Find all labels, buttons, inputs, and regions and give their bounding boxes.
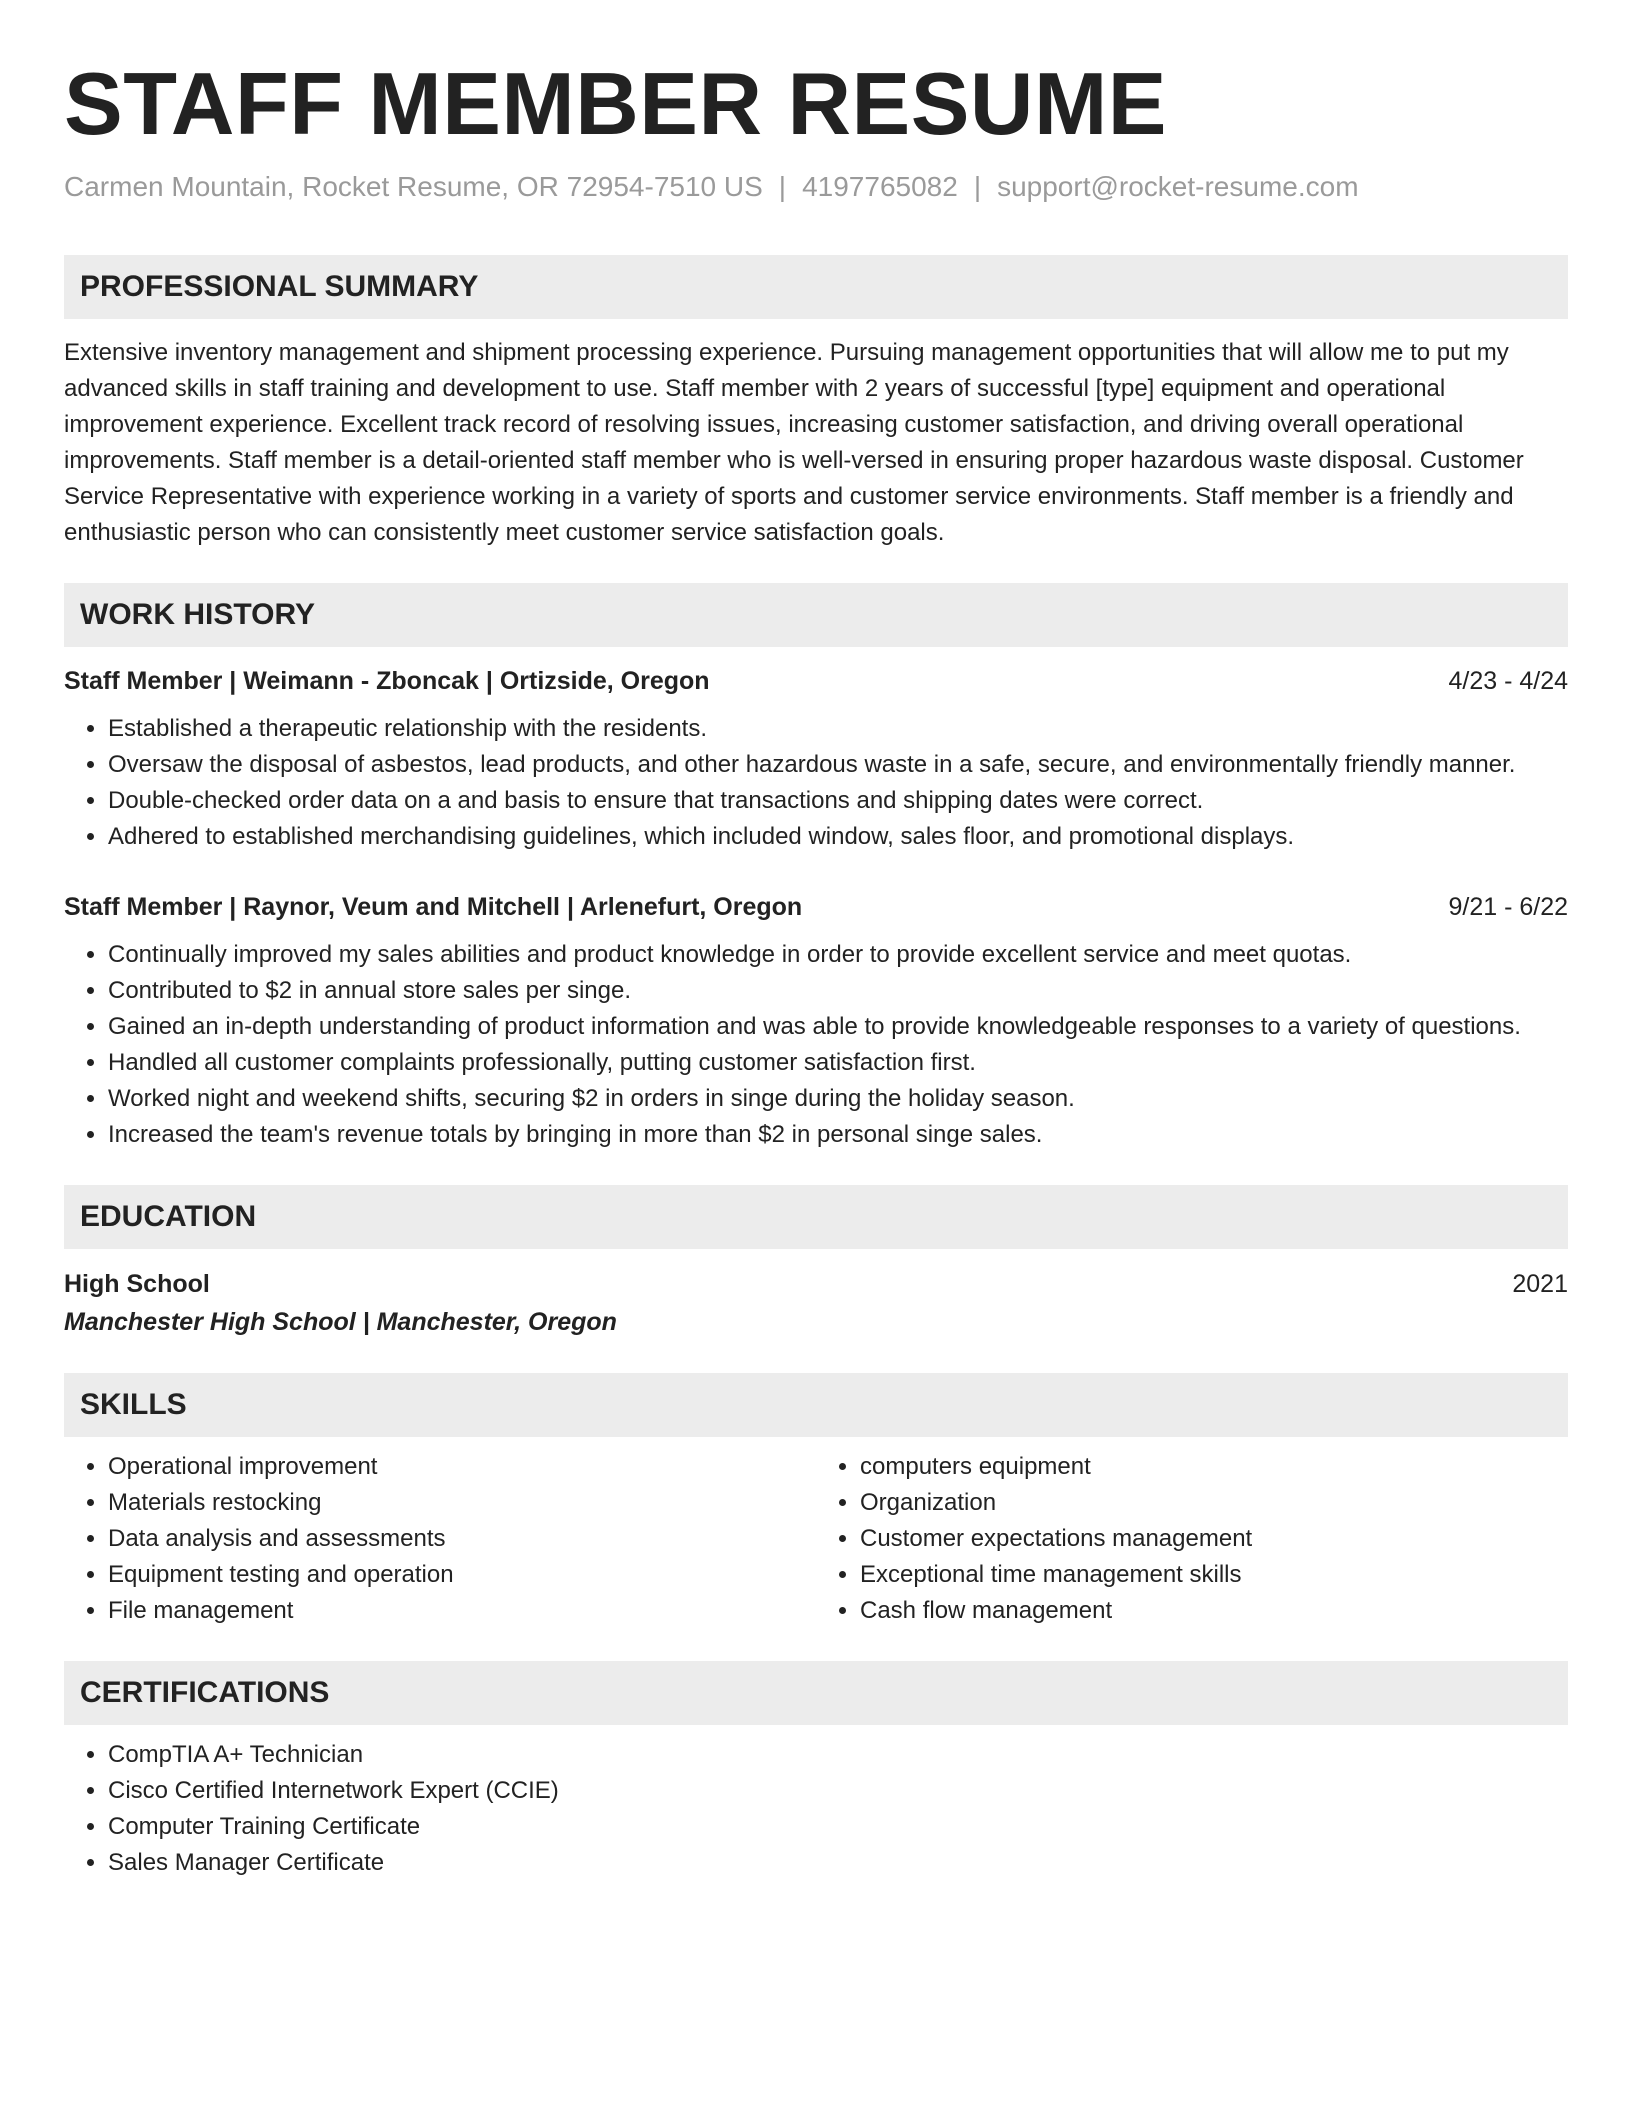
section-header-skills: SKILLS bbox=[64, 1373, 1568, 1437]
certification-item: • CompTIA A+ Technician bbox=[108, 1737, 1568, 1773]
section-header-education: EDUCATION bbox=[64, 1185, 1568, 1249]
skill-item: • File management bbox=[108, 1593, 816, 1629]
skill-item: • Organization bbox=[860, 1485, 1568, 1521]
summary-text: Extensive inventory management and shipment processing experience. Pursuing management opportunities that will allow me to put my advanced skills in staff training and development to use. Staff member with 2 years of successful [type] equipment and operational improvement experience. Excellent track record of resolving issues, increasing customer satisfaction, and driving overall operational improvements. Staff member is a detail-oriented staff member who is well-versed in ensuring proper hazardous waste disposal. Customer Service Representative with experience working in a variety of sports and customer service environments. Staff member is a friendly and enthusiastic person who can consistently meet customer service satisfaction goals. bbox=[64, 339, 1524, 547]
contact-email: support@rocket-resume.com bbox=[997, 170, 1359, 202]
contact-separator: | bbox=[973, 170, 982, 202]
job-bullet: • Handled all customer complaints professionally, putting customer satisfaction first. bbox=[108, 1045, 1568, 1081]
job-header bbox=[64, 663, 1568, 699]
resume-title: STAFF MEMBER RESUME bbox=[64, 54, 1167, 153]
certifications-list bbox=[64, 1737, 1568, 1881]
education-entry bbox=[64, 1265, 1568, 1341]
skill-item: • Equipment testing and operation bbox=[108, 1557, 816, 1593]
education-school: Manchester High School | Manchester, Oregon bbox=[64, 1308, 617, 1337]
job-bullet: • Contributed to $2 in annual store sales per singe. bbox=[108, 973, 1568, 1009]
job-entry bbox=[64, 889, 1568, 1153]
job-bullet: • Oversaw the disposal of asbestos, lead products, and other hazardous waste in a safe, secure, and environmentally friendly manner. bbox=[108, 747, 1568, 783]
skills-columns bbox=[64, 1449, 1568, 1629]
contact-line bbox=[64, 169, 1568, 205]
education-header bbox=[64, 1265, 1568, 1303]
certification-item: • Computer Training Certificate bbox=[108, 1809, 1568, 1845]
education-year: 2021 bbox=[1512, 1270, 1568, 1299]
skill-item: • Cash flow management bbox=[860, 1593, 1568, 1629]
skill-item: • Data analysis and assessments bbox=[108, 1521, 816, 1557]
job-bullet: • Adhered to established merchandising guidelines, which included window, sales floor, and promotional displays. bbox=[108, 819, 1568, 855]
job-bullet: • Double-checked order data on a and basis to ensure that transactions and shipping dates were correct. bbox=[108, 783, 1568, 819]
job-dates: 9/21 - 6/22 bbox=[1448, 893, 1568, 922]
job-entry bbox=[64, 663, 1568, 855]
job-bullet: • Established a therapeutic relationship with the residents. bbox=[108, 711, 1568, 747]
certification-item: • Cisco Certified Internetwork Expert (CCIE) bbox=[108, 1773, 1568, 1809]
skill-item: • Customer expectations management bbox=[860, 1521, 1568, 1557]
job-title: Staff Member | Weimann - Zboncak | Ortizside, Oregon bbox=[64, 667, 710, 696]
contact-address: Carmen Mountain, Rocket Resume, OR 72954-7510 US bbox=[64, 170, 763, 202]
section-header-work-history: WORK HISTORY bbox=[64, 583, 1568, 647]
job-bullet: • Continually improved my sales abilities and product knowledge in order to provide excellent service and meet quotas. bbox=[108, 937, 1568, 973]
job-bullet: • Gained an in-depth understanding of product information and was able to provide knowledgeable responses to a variety of questions. bbox=[108, 1009, 1568, 1045]
job-title: Staff Member | Raynor, Veum and Mitchell | Arlenefurt, Oregon bbox=[64, 893, 803, 922]
skills-list-right bbox=[816, 1449, 1568, 1629]
job-bullets bbox=[64, 711, 1568, 855]
education-degree: High School bbox=[64, 1270, 210, 1299]
job-header bbox=[64, 889, 1568, 925]
job-bullet: • Increased the team's revenue totals by bringing in more than $2 in personal singe sales. bbox=[108, 1117, 1568, 1153]
contact-separator: | bbox=[778, 170, 787, 202]
skill-item: • Materials restocking bbox=[108, 1485, 816, 1521]
skill-item: • Operational improvement bbox=[108, 1449, 816, 1485]
section-header-certifications: CERTIFICATIONS bbox=[64, 1661, 1568, 1725]
job-bullet: • Worked night and weekend shifts, securing $2 in orders in singe during the holiday season. bbox=[108, 1081, 1568, 1117]
skill-item: • Exceptional time management skills bbox=[860, 1557, 1568, 1593]
job-bullets bbox=[64, 937, 1568, 1153]
skills-list-left bbox=[64, 1449, 816, 1629]
certification-item: • Sales Manager Certificate bbox=[108, 1845, 1568, 1881]
job-dates: 4/23 - 4/24 bbox=[1448, 667, 1568, 696]
skill-item: • computers equipment bbox=[860, 1449, 1568, 1485]
section-header-summary: PROFESSIONAL SUMMARY bbox=[64, 255, 1568, 319]
contact-phone: 4197765082 bbox=[802, 170, 958, 202]
